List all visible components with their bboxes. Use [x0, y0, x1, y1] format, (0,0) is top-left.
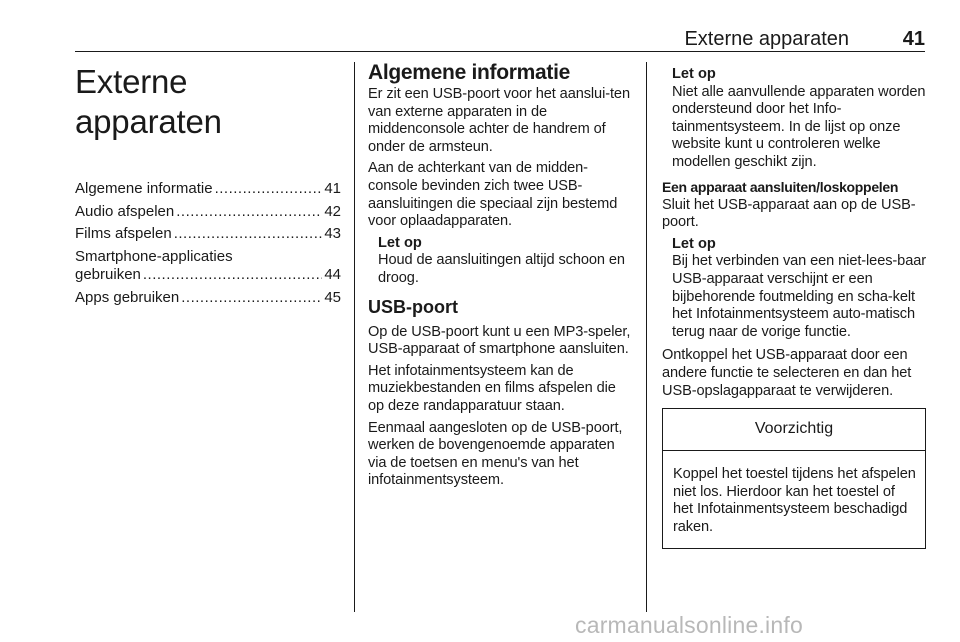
- toc-dots: [181, 289, 322, 308]
- toc-item-label: Films afspelen: [75, 225, 172, 242]
- toc-item-page: 43: [324, 225, 341, 242]
- toc-item-page: 42: [324, 202, 341, 220]
- chapter-title: Externe apparaten: [75, 63, 222, 140]
- paragraph: Op de USB-poort kunt u een MP3-speler, USB-apparaat of smartphone aansluiten.: [368, 323, 631, 358]
- note-block: [672, 66, 926, 172]
- caution-title: Voorzichtig: [663, 409, 925, 451]
- note-label: Let op: [672, 66, 716, 82]
- note-text: Houd de aansluitingen altijd schoon en droog.: [378, 252, 625, 286]
- note-block: [378, 235, 634, 288]
- header-page-number: 41: [902, 28, 925, 50]
- note-block: [672, 236, 926, 342]
- toc-item-label: gebruiken: [75, 266, 141, 283]
- caution-box: [662, 408, 926, 549]
- paragraph: Eenmaal aangesloten op de USB-poort, werken de bovengenoemde apparaten via de toetsen en menu's van het infotainmentsysteem.: [368, 419, 623, 489]
- toc-item[interactable]: [75, 289, 341, 308]
- paragraph: Sluit het USB-apparaat aan op de USB-poort.: [662, 196, 916, 231]
- subsection-title: USB-poort: [368, 296, 458, 317]
- paragraph: Ontkoppel het USB-apparaat door een andere functie te selecteren en dan het USB-opslagapparaat te verwijderen.: [662, 347, 912, 399]
- caution-text: Koppel het toestel tijdens het afspelen niet los. Hierdoor kan het toestel of het Infotainmentsysteem beschadigd raken.: [673, 466, 916, 535]
- note-text: Bij het verbinden van een niet-lees-baar USB-apparaat verschijnt er een bijbehorende foutmelding en scha-kelt het Infotainmentsysteem auto-matisch terug naar de vorige functie.: [672, 253, 926, 340]
- toc-item-label-line1: Smartphone-applicaties: [75, 247, 233, 265]
- toc-item-page: 41: [324, 180, 341, 197]
- watermark: carmanualsonline.info: [575, 612, 803, 638]
- subheading: Een apparaat aansluiten/loskoppelen: [662, 178, 899, 195]
- toc-dots: [215, 180, 323, 199]
- toc-item-page: 45: [324, 288, 341, 306]
- table-of-contents: [75, 180, 341, 307]
- column-toc: [75, 60, 341, 311]
- paragraph: Het infotainmentsysteem kan de muziekbestanden en films afspelen die op deze randapparatuur staan.: [368, 362, 616, 414]
- toc-item-label: Audio afspelen: [75, 202, 175, 220]
- toc-item[interactable]: [75, 203, 341, 222]
- note-label: Let op: [378, 234, 422, 251]
- toc-item[interactable]: [75, 248, 341, 285]
- paragraph: Er zit een USB-poort voor het aanslui-ten van externe apparaten in de middenconsole achter de handrem of onder de armsteun.: [368, 86, 630, 155]
- column-divider-2: [646, 62, 647, 612]
- toc-item[interactable]: [75, 180, 341, 199]
- note-label: Let op: [672, 235, 716, 252]
- paragraph: Aan de achterkant van de midden-console bevinden zich twee USB-aansluitingen die speciaal zijn bestemd voor oplaadapparaten.: [368, 160, 618, 230]
- toc-item[interactable]: [75, 225, 341, 244]
- header-title: Externe apparaten: [684, 28, 849, 50]
- page-header: [75, 26, 925, 52]
- toc-dots: [174, 225, 323, 244]
- column-divider-1: [354, 62, 355, 612]
- note-text: Niet alle aanvullende apparaten worden ondersteund door het Info-tainmentsysteem. In de lijst op onze website kunt u controleren welke modellen geschikt zijn.: [672, 83, 926, 170]
- column-usb-connect: [662, 60, 926, 549]
- toc-item-page: 44: [324, 266, 341, 283]
- toc-dots: [176, 203, 322, 222]
- column-general-info: [368, 60, 634, 494]
- toc-item-label: Algemene informatie: [75, 180, 213, 197]
- section-title: Algemene informatie: [368, 61, 571, 84]
- toc-dots: [143, 266, 322, 285]
- toc-item-label: Apps gebruiken: [75, 288, 180, 306]
